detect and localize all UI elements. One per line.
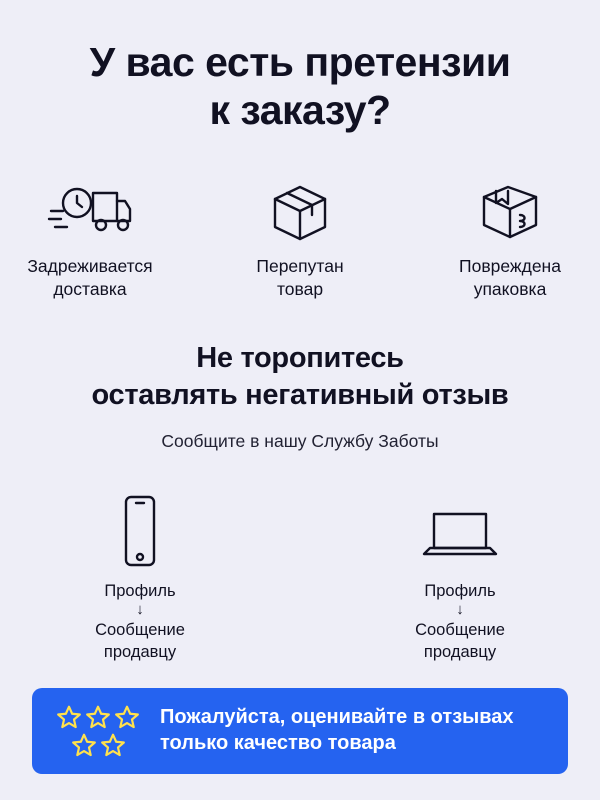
- subheading-line-1: Не торопитесь: [196, 342, 404, 375]
- star-row-top: [56, 704, 140, 730]
- box-icon: [265, 171, 335, 243]
- device-step1-mobile: Профиль: [104, 581, 176, 600]
- banner-text: [160, 705, 514, 756]
- banner-text-line-2: только качество товара: [160, 732, 396, 754]
- headline-line-2: к заказу?: [209, 87, 391, 134]
- star-icon: [85, 704, 111, 730]
- problem-label-wrong-item-line1: Перепутан: [256, 255, 344, 276]
- device-step2-desktop-line1: Сообщение: [415, 620, 505, 639]
- arrow-down-icon: ↓: [136, 601, 144, 619]
- problem-label-damaged-package-line2: упаковка: [473, 278, 547, 299]
- star-icon: [114, 704, 140, 730]
- laptop-icon: [418, 488, 502, 568]
- star-icon: [71, 732, 97, 758]
- device-steps-mobile: [95, 580, 185, 663]
- problem-item-delivery: [15, 171, 165, 301]
- stars-group: [52, 704, 144, 758]
- smartphone-icon: [117, 488, 163, 568]
- page-title: [90, 38, 511, 135]
- device-item-desktop: [375, 488, 545, 663]
- problem-label-delivery: [27, 255, 152, 301]
- device-step2-desktop-line2: продавцу: [423, 642, 497, 661]
- problem-item-wrong-item: [225, 171, 375, 301]
- star-icon: [100, 732, 126, 758]
- headline-line-1: У вас есть претензии: [89, 39, 511, 85]
- device-steps-desktop: [415, 580, 505, 663]
- subheading: [92, 340, 509, 413]
- device-step2-mobile-line1: Сообщение: [95, 620, 185, 639]
- damaged-box-icon: [474, 171, 546, 243]
- delivery-truck-icon: [47, 171, 133, 243]
- arrow-down-icon: ↓: [456, 601, 464, 619]
- devices-row: [0, 488, 600, 663]
- device-step1-desktop: Профиль: [424, 581, 496, 600]
- banner-text-line-1: Пожалуйста, оценивайте в отзывах: [160, 706, 514, 729]
- problem-item-damaged-package: [435, 171, 585, 301]
- star-icon: [56, 704, 82, 730]
- subheading-line-2: оставлять негативный отзыв: [91, 378, 509, 411]
- device-step2-mobile-line2: продавцу: [103, 642, 177, 661]
- problem-label-delivery-line2: доставка: [53, 278, 127, 299]
- problems-row: [0, 171, 600, 301]
- support-note: Сообщите в нашу Службу Заботы: [161, 430, 439, 451]
- problem-label-damaged-package: [459, 255, 561, 301]
- device-item-mobile: [55, 488, 225, 663]
- star-row-bottom: [71, 732, 126, 758]
- problem-label-wrong-item-line2: товар: [276, 278, 324, 299]
- problem-label-wrong-item: [256, 255, 343, 301]
- problem-label-damaged-package-line1: Повреждена: [459, 255, 561, 276]
- problem-label-delivery-line1: Задреживается: [27, 255, 153, 276]
- rating-banner: [32, 688, 568, 774]
